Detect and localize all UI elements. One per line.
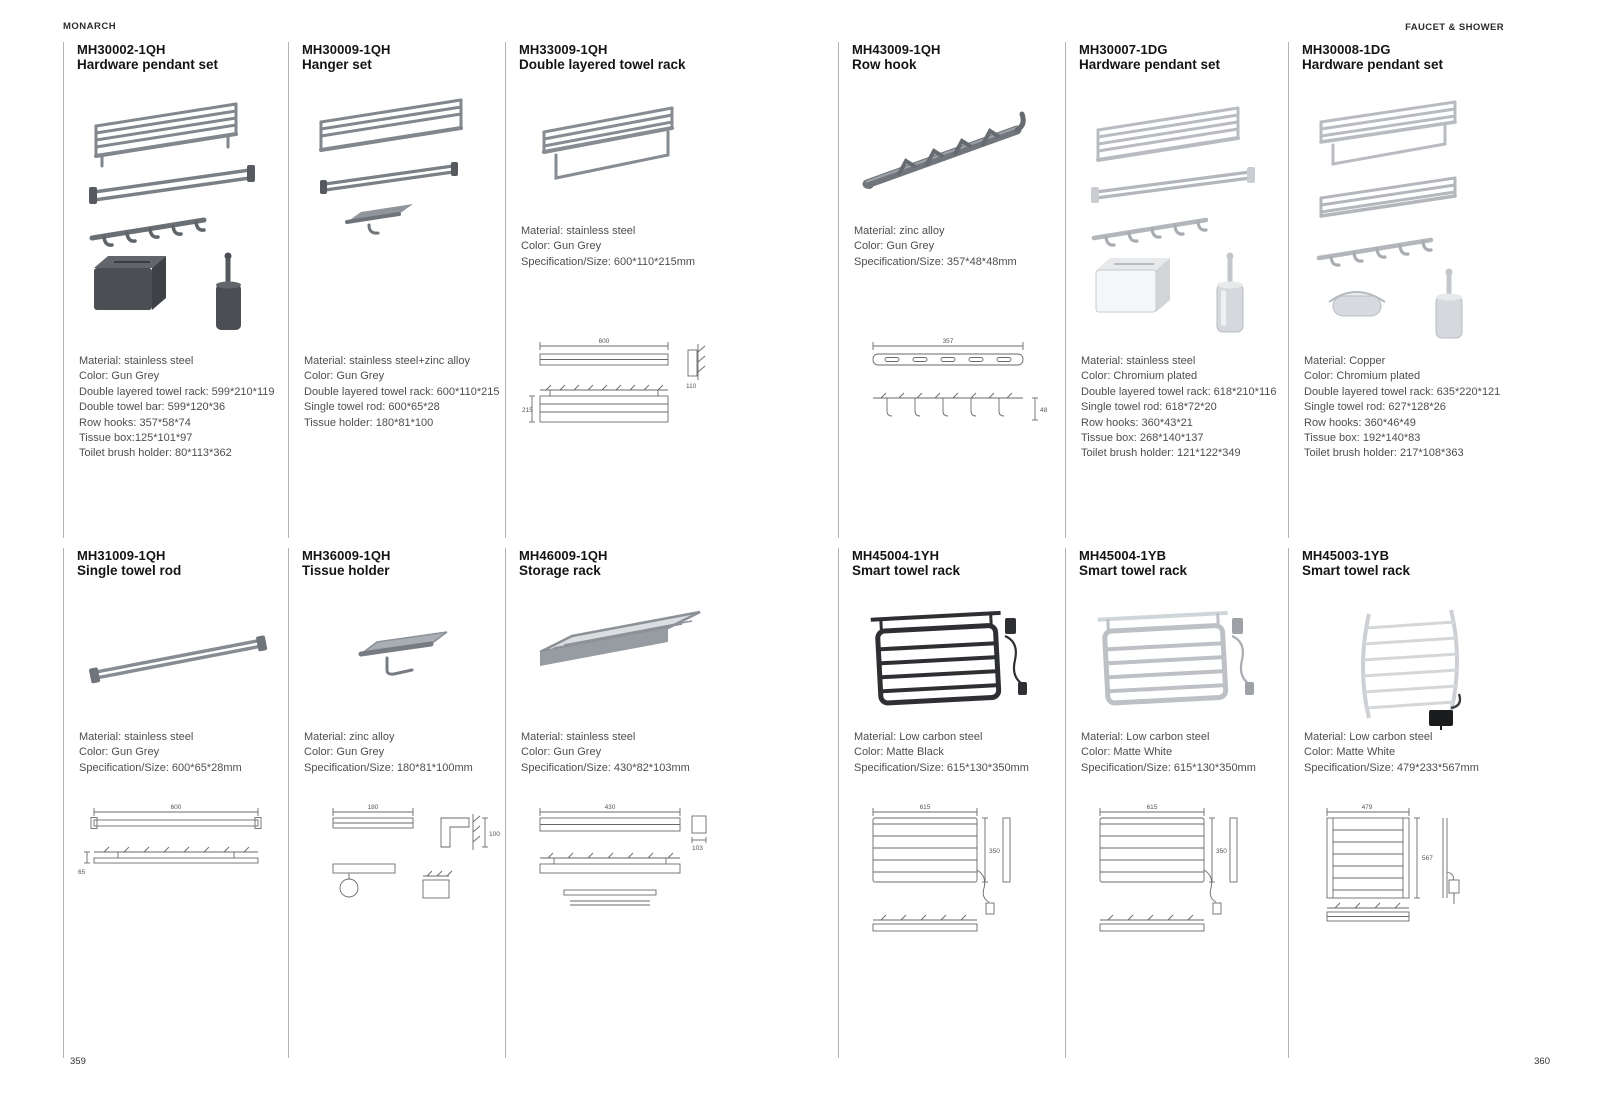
technical-drawing xyxy=(520,334,720,474)
product-photo-smart-towel-rack-black xyxy=(853,590,1053,720)
spec-line: Toilet brush holder: 121*122*349 xyxy=(1081,447,1241,460)
spec-line: Single towel rod: 627*128*26 xyxy=(1304,401,1446,414)
product-specs xyxy=(79,730,284,776)
brand-label: MONARCH xyxy=(63,21,117,32)
spec-line: Specification/Size: 615*130*350mm xyxy=(854,761,1029,774)
dimension-label: 615 xyxy=(919,804,931,811)
spec-line: Single towel rod: 600*65*28 xyxy=(304,401,440,414)
spec-line: Specification/Size: 600*65*28mm xyxy=(79,761,242,774)
dimension-label: 110 xyxy=(686,383,697,390)
spec-line: Color: Gun Grey xyxy=(521,240,602,253)
spec-line: Material: stainless steel xyxy=(79,355,194,367)
dimension-label: 103 xyxy=(692,845,703,852)
product-specs xyxy=(854,730,1059,776)
spec-line: Material: Low carbon steel xyxy=(1304,731,1433,743)
product-code: MH30002-1QH xyxy=(77,42,166,57)
product-name: Hanger set xyxy=(302,57,372,72)
product-code: MH30007-1DG xyxy=(1079,42,1168,57)
dimension-label: 357 xyxy=(942,338,954,345)
spec-line: Color: Matte White xyxy=(1081,746,1173,759)
product-card xyxy=(838,42,1090,538)
spec-line: Double layered towel rack: 600*110*215 xyxy=(304,385,500,398)
page-number-left: 359 xyxy=(70,1056,86,1067)
product-photo-hardware-pendant-set xyxy=(78,86,278,348)
product-specs xyxy=(1081,354,1286,462)
dimension-label: 48 xyxy=(1040,407,1048,414)
dimension-label: 180 xyxy=(367,804,379,811)
product-code: MH43009-1QH xyxy=(852,42,941,57)
product-name: Row hook xyxy=(852,57,917,72)
spec-line: Specification/Size: 180*81*100mm xyxy=(304,761,473,774)
product-photo-hardware-pendant-set-copper xyxy=(1303,92,1503,350)
spec-line: Double towel bar: 599*120*36 xyxy=(79,401,226,414)
page-number-right: 360 xyxy=(1534,1056,1550,1067)
spec-line: Specification/Size: 600*110*215mm xyxy=(521,255,696,268)
product-specs xyxy=(854,224,1059,270)
product-code: MH30009-1QH xyxy=(302,42,391,57)
spec-line: Toilet brush holder: 80*113*362 xyxy=(79,447,232,460)
spec-line: Row hooks: 360*46*49 xyxy=(1304,416,1416,429)
dimension-label: 350 xyxy=(989,848,1000,855)
spec-line: Tissue box:125*101*97 xyxy=(79,432,193,445)
product-name: Double layered towel rack xyxy=(519,57,686,72)
product-name: Smart towel rack xyxy=(1079,563,1188,578)
spec-line: Tissue box: 268*140*137 xyxy=(1081,432,1204,445)
product-card xyxy=(1288,42,1508,538)
technical-drawing xyxy=(1303,800,1503,960)
category-label: FAUCET & SHOWER xyxy=(1405,22,1504,33)
spec-line: Color: Chromium plated xyxy=(1081,370,1198,383)
product-name: Hardware pendant set xyxy=(77,57,219,72)
product-photo-row-hook xyxy=(853,92,1053,207)
product-card xyxy=(63,548,283,1058)
product-photo-smart-towel-rack-curved xyxy=(1303,590,1503,730)
product-name: Hardware pendant set xyxy=(1302,57,1444,72)
spec-line: Tissue holder: 180*81*100 xyxy=(304,416,434,429)
spec-line: Material: zinc alloy xyxy=(304,731,395,743)
dimension-label: 600 xyxy=(170,804,182,811)
technical-drawing xyxy=(853,334,1053,474)
spec-line: Color: Gun Grey xyxy=(304,746,385,759)
product-code: MH46009-1QH xyxy=(519,548,608,563)
product-specs xyxy=(1081,730,1286,776)
product-code: MH30008-1DG xyxy=(1302,42,1391,57)
product-card xyxy=(505,42,757,538)
spec-line: Color: Chromium plated xyxy=(1304,370,1421,383)
spec-line: Color: Gun Grey xyxy=(304,370,385,383)
spec-line: Material: stainless steel xyxy=(1081,355,1196,367)
product-code: MH45004-1YB xyxy=(1079,548,1167,563)
product-specs xyxy=(521,224,726,270)
product-card xyxy=(1288,548,1508,1058)
technical-drawing xyxy=(1080,800,1280,950)
product-code: MH33009-1QH xyxy=(519,42,608,57)
product-name: Smart towel rack xyxy=(852,563,961,578)
spec-line: Single towel rod: 618*72*20 xyxy=(1081,401,1217,414)
product-specs xyxy=(521,730,726,776)
spec-line: Color: Gun Grey xyxy=(79,746,160,759)
product-card xyxy=(288,548,508,1058)
dimension-label: 215 xyxy=(522,407,533,414)
technical-drawing xyxy=(520,800,720,920)
spec-line: Material: Low carbon steel xyxy=(1081,731,1210,743)
product-code: MH45004-1YH xyxy=(852,548,940,563)
spec-line: Material: stainless steel+zinc alloy xyxy=(304,355,470,367)
spec-line: Color: Gun Grey xyxy=(79,370,160,383)
spec-line: Color: Gun Grey xyxy=(521,746,602,759)
product-photo-hardware-pendant-set-chrome xyxy=(1080,92,1280,350)
product-code: MH36009-1QH xyxy=(302,548,391,563)
product-name: Hardware pendant set xyxy=(1079,57,1221,72)
spec-line: Material: zinc alloy xyxy=(854,225,945,237)
product-photo-tissue-holder xyxy=(303,590,503,720)
product-card xyxy=(63,42,283,538)
spec-line: Color: Matte White xyxy=(1304,746,1396,759)
spec-line: Toilet brush holder: 217*108*363 xyxy=(1304,447,1464,460)
spec-line: Material: Low carbon steel xyxy=(854,731,983,743)
product-name: Smart towel rack xyxy=(1302,563,1411,578)
spec-line: Row hooks: 360*43*21 xyxy=(1081,416,1193,429)
product-code: MH45003-1YB xyxy=(1302,548,1390,563)
product-specs xyxy=(304,730,509,776)
spec-line: Material: stainless steel xyxy=(79,731,194,743)
spec-line: Specification/Size: 430*82*103mm xyxy=(521,761,690,774)
product-photo-double-layered-towel-rack xyxy=(520,92,720,207)
product-card xyxy=(1065,42,1285,538)
technical-drawing xyxy=(303,800,503,920)
dimension-label: 567 xyxy=(1422,855,1433,862)
product-card xyxy=(288,42,508,538)
spec-line: Double layered towel rack: 635*220*121 xyxy=(1304,385,1501,398)
product-photo-single-towel-rod xyxy=(78,590,278,710)
spec-line: Specification/Size: 615*130*350mm xyxy=(1081,761,1256,774)
dimension-label: 479 xyxy=(1361,804,1373,811)
product-specs xyxy=(304,354,509,431)
product-code: MH31009-1QH xyxy=(77,548,166,563)
product-photo-hanger-set xyxy=(303,88,503,248)
spec-line: Material: Copper xyxy=(1304,355,1386,367)
spec-line: Color: Matte Black xyxy=(854,746,944,759)
product-photo-smart-towel-rack-white xyxy=(1080,590,1280,720)
product-card xyxy=(838,548,1058,1058)
spec-line: Tissue box: 192*140*83 xyxy=(1304,432,1421,445)
spec-line: Material: stainless steel xyxy=(521,731,636,743)
dimension-label: 430 xyxy=(604,804,616,811)
dimension-label: 350 xyxy=(1216,848,1227,855)
spec-line: Row hooks: 357*58*74 xyxy=(79,416,191,429)
spec-line: Specification/Size: 479*233*567mm xyxy=(1304,761,1479,774)
product-card xyxy=(505,548,725,1058)
spec-line: Double layered towel rack: 618*210*116 xyxy=(1081,385,1277,398)
spec-line: Color: Gun Grey xyxy=(854,240,935,253)
technical-drawing xyxy=(853,800,1053,950)
dimension-label: 600 xyxy=(598,338,610,345)
dimension-label: 615 xyxy=(1146,804,1158,811)
dimension-label: 100 xyxy=(489,831,500,838)
product-name: Tissue holder xyxy=(302,563,390,578)
product-specs xyxy=(1304,354,1509,462)
dimension-label: 65 xyxy=(78,869,86,876)
spec-line: Material: stainless steel xyxy=(521,225,636,237)
technical-drawing xyxy=(78,800,278,910)
spec-line: Double layered towel rack: 599*210*119 xyxy=(79,385,275,398)
product-specs xyxy=(1304,730,1509,776)
product-name: Single towel rod xyxy=(77,563,182,578)
product-card xyxy=(1065,548,1285,1058)
product-name: Storage rack xyxy=(519,563,601,578)
spec-line: Specification/Size: 357*48*48mm xyxy=(854,255,1017,268)
product-photo-storage-rack xyxy=(520,590,720,710)
product-specs xyxy=(79,354,284,462)
